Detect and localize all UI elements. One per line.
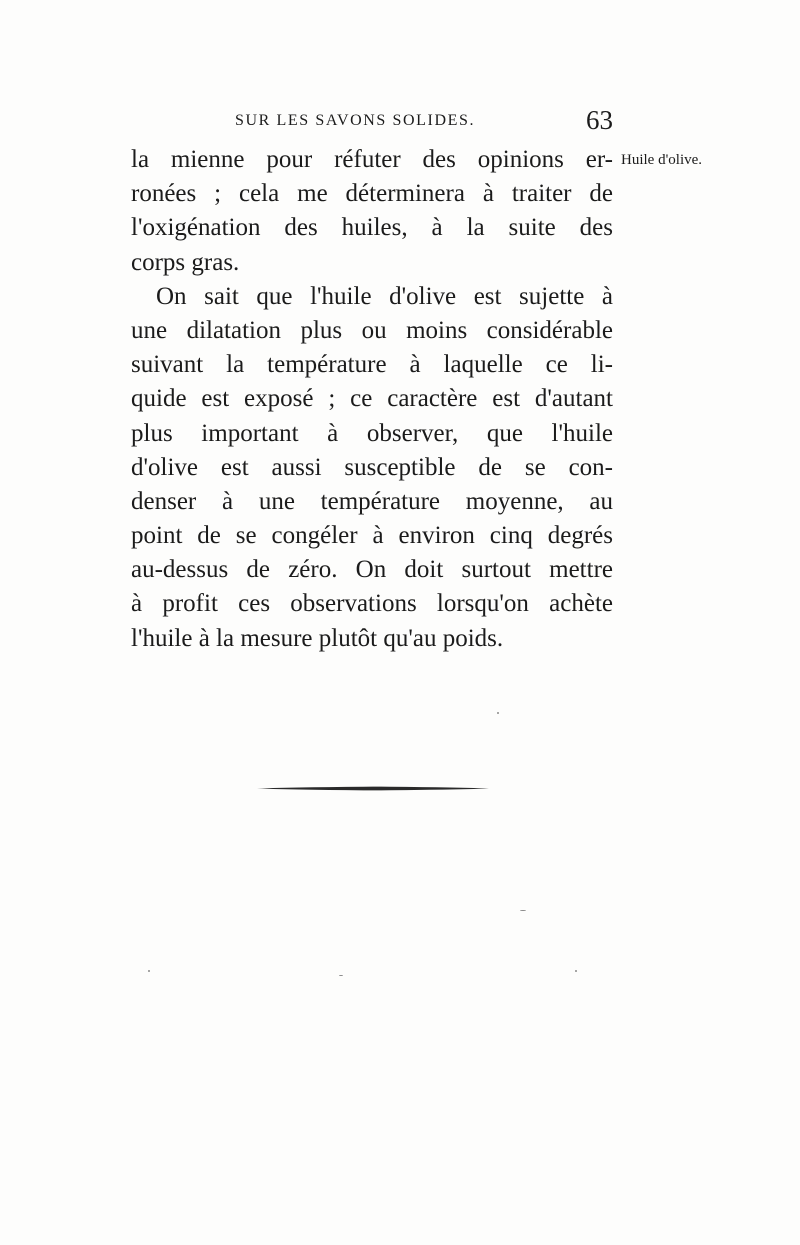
page-number: 63 (586, 105, 613, 135)
text-line: l'huile à la mesure plutôt qu'au poids. (131, 624, 504, 652)
end-rule (257, 786, 489, 791)
text-line: l'oxigénation des huiles, à la suite des (131, 214, 613, 242)
text-line: plus important à observer, que l'huile (131, 419, 613, 447)
paragraph-1 (131, 143, 613, 280)
running-head (131, 105, 613, 138)
text-line: ronées ; cela me déterminera à traiter de (131, 180, 613, 208)
paper-speck (497, 712, 499, 714)
text-line: quide est exposé ; ce caractère est d'autant (131, 385, 613, 413)
text-line: au-dessus de zéro. On doit surtout mettre (131, 556, 613, 584)
text-line: corps gras. (131, 248, 240, 276)
text-line: une dilatation plus ou moins considérable (131, 316, 613, 344)
body-text (131, 143, 613, 656)
text-line: denser à une température moyenne, au (131, 487, 613, 515)
text-line: suivant la température à laquelle ce li- (131, 351, 613, 379)
text-line: à profit ces observations lorsqu'on achète (131, 590, 613, 618)
margin-note: Huile d'olive. (621, 152, 703, 168)
paper-speck (520, 910, 526, 911)
paragraph-2 (131, 280, 613, 656)
text-line: On sait que l'huile d'olive est sujette à (156, 282, 613, 310)
text-line: la mienne pour réfuter des opinions er- (131, 146, 613, 173)
paper-speck (339, 975, 343, 976)
text-line: point de se congéler à environ cinq degrés (131, 522, 613, 550)
paper-speck (575, 970, 577, 972)
text-line: d'olive est aussi susceptible de se con- (131, 453, 613, 481)
paper-speck (148, 970, 150, 972)
running-title: SUR LES SAVONS SOLIDES. (235, 112, 476, 129)
